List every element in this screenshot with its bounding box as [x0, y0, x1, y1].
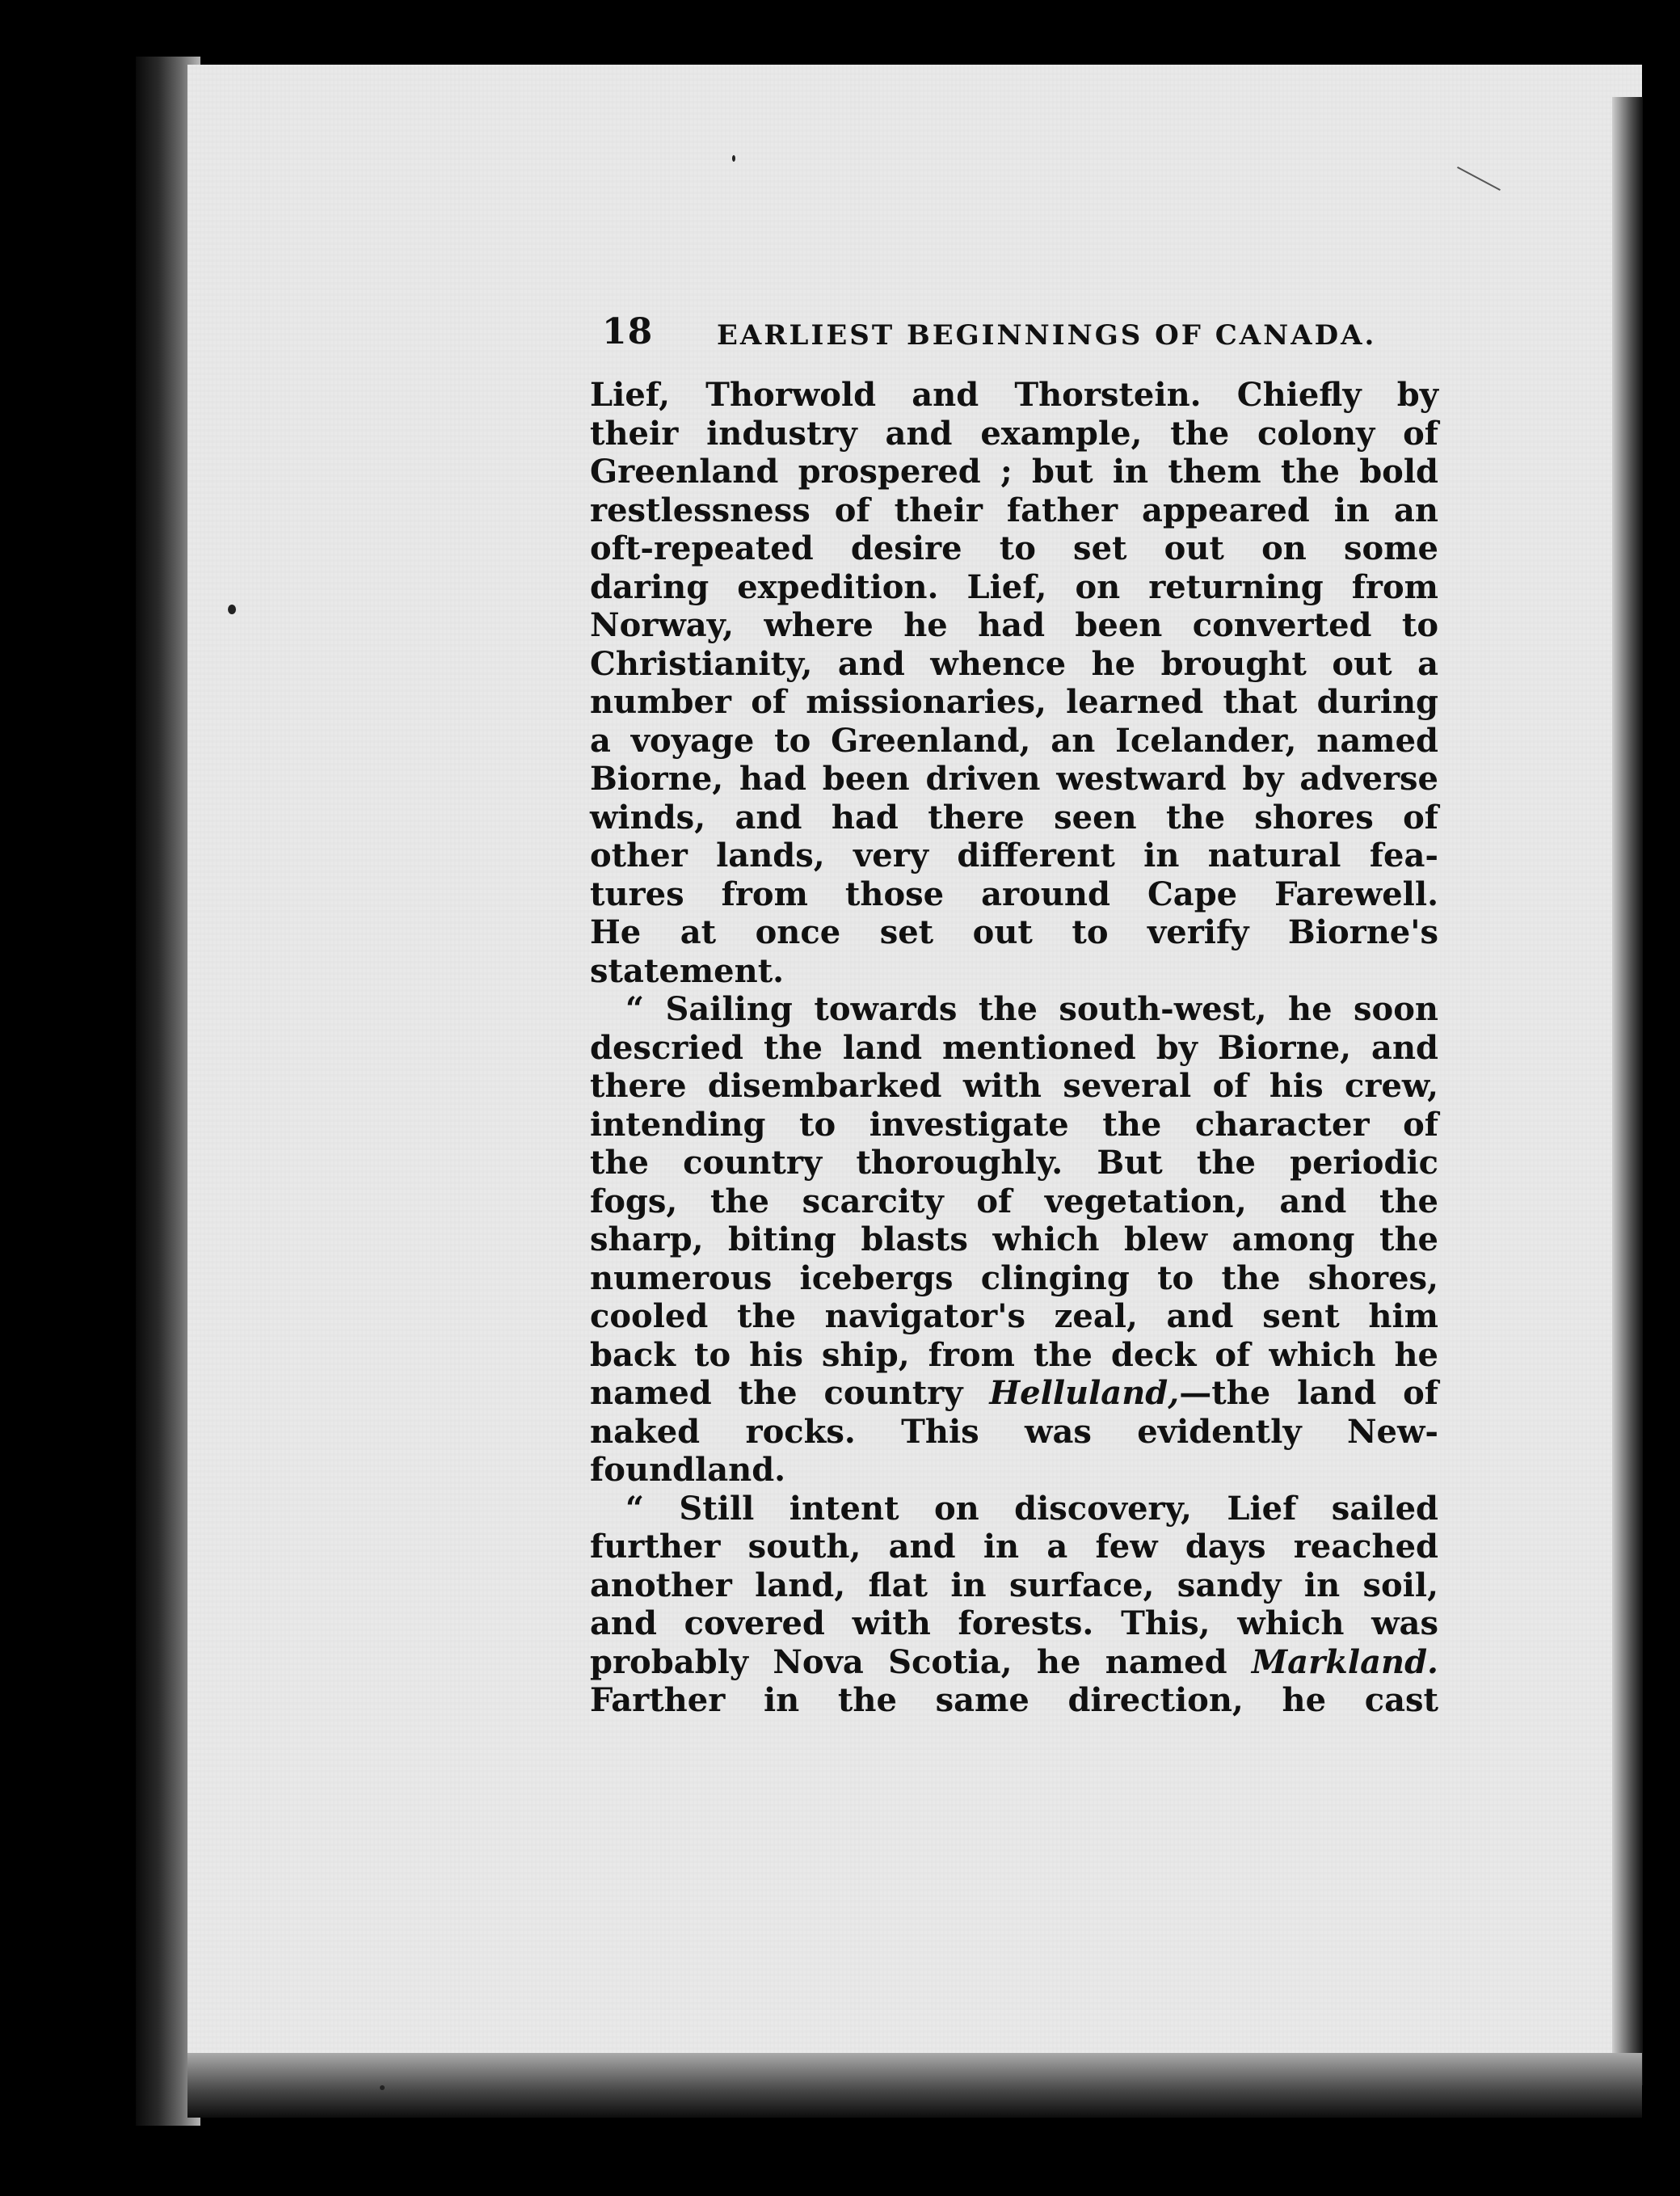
text-line: their industry and example, the colony of — [590, 414, 1438, 453]
text-line: Greenland prospered ; but in them the bold — [590, 453, 1438, 491]
text-line: further south, and in a few days reached — [590, 1528, 1438, 1566]
text-line: intending to investigate the character of — [590, 1105, 1438, 1144]
text-line: winds, and had there seen the shores of — [590, 798, 1438, 837]
running-head: EARLIEST BEGINNINGS OF CANADA. — [717, 319, 1377, 352]
page-header — [602, 311, 1378, 360]
text-line: foundland. — [590, 1451, 786, 1489]
scan-speck — [228, 605, 236, 614]
text-line: numerous icebergs clinging to the shores, — [590, 1258, 1438, 1297]
text-line: another land, flat in surface, sandy in soil, — [590, 1566, 1438, 1604]
text-line: “ Still intent on discovery, Lief sailed — [625, 1489, 1438, 1528]
text-line-mixed — [590, 1643, 1438, 1682]
text-line: cooled the navigator's zeal, and sent him — [590, 1297, 1438, 1335]
text-line: a voyage to Greenland, an Icelander, named — [590, 721, 1438, 760]
scan-speck — [732, 155, 735, 162]
text-line: statement. — [590, 951, 785, 990]
italic-term: Helluland, — [989, 1374, 1180, 1412]
text-line: Christianity, and whence he brought out a — [590, 644, 1438, 683]
text-segment: —the land of — [1179, 1374, 1438, 1412]
text-line: fogs, the scarcity of vegetation, and the — [590, 1182, 1438, 1220]
text-line: He at once set out to verify Biorne's — [590, 913, 1438, 951]
text-line: Farther in the same direction, he cast — [590, 1681, 1438, 1719]
text-line: descried the land mentioned by Biorne, and — [590, 1028, 1438, 1067]
text-line: Biorne, had been driven westward by adverse — [590, 760, 1438, 798]
text-line: restlessness of their father appeared in an — [590, 491, 1438, 529]
page-bottom-edge — [187, 2053, 1642, 2118]
body-text — [590, 376, 1438, 1766]
scan-speck — [380, 2085, 385, 2090]
text-line: there disembarked with several of his crew, — [590, 1067, 1438, 1105]
text-line: daring expedition. Lief, on returning from — [590, 567, 1438, 606]
page-right-edge — [1612, 97, 1643, 2085]
text-line: back to his ship, from the deck of which he — [590, 1335, 1438, 1374]
text-line: “ Sailing towards the south-west, he soon — [625, 990, 1438, 1028]
text-segment: probably Nova Scotia, he named — [590, 1642, 1227, 1681]
text-segment: named the country — [590, 1374, 963, 1412]
text-line: the country thoroughly. But the periodic — [590, 1144, 1438, 1182]
text-line-mixed — [590, 1374, 1438, 1413]
text-line: Lief, Thorwold and Thorstein. Chiefly by — [590, 376, 1438, 414]
text-line: and covered with forests. This, which was — [590, 1604, 1438, 1642]
text-line: Norway, where he had been converted to — [590, 606, 1438, 644]
text-line: naked rocks. This was evidently New- — [590, 1412, 1438, 1451]
italic-term: Markland. — [1251, 1642, 1438, 1681]
text-line: tures from those around Cape Farewell. — [590, 875, 1438, 913]
text-line: sharp, biting blasts which blew among the — [590, 1220, 1438, 1258]
text-line: oft-repeated desire to set out on some — [590, 529, 1438, 567]
page-number: 18 — [602, 311, 654, 352]
text-line: number of missionaries, learned that during — [590, 683, 1438, 721]
text-line: other lands, very different in natural fea- — [590, 837, 1438, 875]
